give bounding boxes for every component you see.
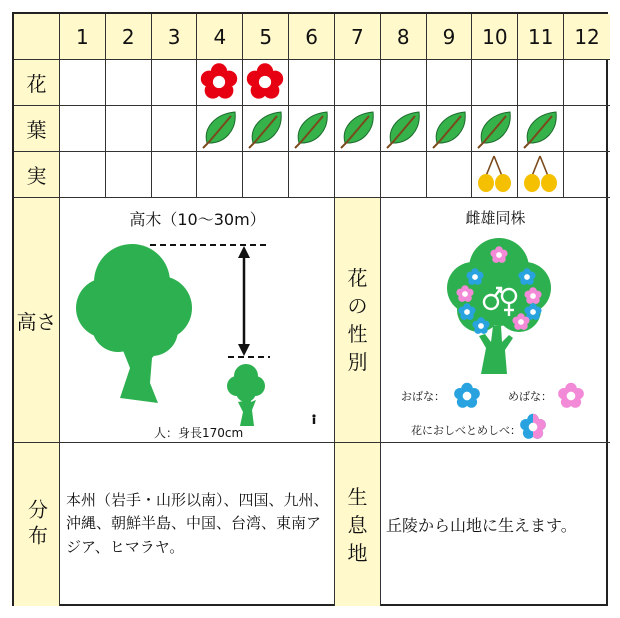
- flower-cell-2: [106, 60, 152, 106]
- row-label-leaf: 葉: [14, 106, 60, 152]
- fruit-icon: [524, 156, 557, 192]
- month-header-6: 6: [289, 14, 335, 60]
- month-header-3: 3: [152, 14, 198, 60]
- month-header-11: 11: [518, 14, 564, 60]
- leaf-cell-3: [152, 106, 198, 152]
- leaf-cell-4: [197, 106, 243, 152]
- month-header-12: 12: [564, 14, 610, 60]
- plant-info-table: [12, 12, 608, 606]
- label-char: 息: [347, 512, 368, 537]
- fruit-cell-2: [106, 152, 152, 198]
- height-title: 高木（10～30m）: [129, 210, 266, 229]
- fruit-cell-12: [564, 152, 610, 198]
- leaf-icon: [203, 112, 235, 148]
- male-flower-label: おばな：: [401, 390, 445, 403]
- leaf-cell-12: [564, 106, 610, 152]
- habitat-text: 丘陵から山地に生えます。: [386, 516, 577, 535]
- label-char: 生: [347, 484, 368, 509]
- flower-cell-8: [381, 60, 427, 106]
- leaf-cell-10: [472, 106, 518, 152]
- red-flower-icon: [247, 63, 283, 98]
- flower-cell-9: [427, 60, 473, 106]
- fruit-cell-10: [472, 152, 518, 198]
- female-flower-label: めばな：: [508, 390, 552, 403]
- flower-cell-10: [472, 60, 518, 106]
- month-header-4: 4: [197, 14, 243, 60]
- corner-cell: [14, 14, 60, 60]
- label-char: 地: [347, 540, 368, 565]
- fruit-cell-11: [518, 152, 564, 198]
- month-header-1: 1: [60, 14, 106, 60]
- person-height-note: 人：身長170cm: [154, 426, 244, 440]
- month-header-9: 9: [427, 14, 473, 60]
- month-header-7: 7: [335, 14, 381, 60]
- row-label-distribution: 分布: [14, 443, 60, 606]
- leaf-cell-9: [427, 106, 473, 152]
- flower-cell-12: [564, 60, 610, 106]
- red-flower-icon: [201, 63, 237, 98]
- flower-cell-7: [335, 60, 381, 106]
- fruit-cell-4: [197, 152, 243, 198]
- leaf-icon: [478, 112, 510, 148]
- flower-cell-5: [243, 60, 289, 106]
- fruit-cell-5: [243, 152, 289, 198]
- flower-cell-11: [518, 60, 564, 106]
- fruit-icon: [478, 156, 511, 192]
- height-arrow-icon: [238, 246, 250, 356]
- fruit-cell-1: [60, 152, 106, 198]
- flower-cell-3: [152, 60, 198, 106]
- tall-tree-icon: [76, 244, 192, 403]
- label-char: 花: [347, 266, 368, 290]
- leaf-cell-7: [335, 106, 381, 152]
- male-flower-legend-icon: [454, 383, 480, 408]
- leaf-cell-2: [106, 106, 152, 152]
- leaf-icon: [387, 112, 419, 148]
- flower-sex-title: 雌雄同株: [465, 209, 526, 227]
- month-header-2: 2: [106, 14, 152, 60]
- leaf-cell-8: [381, 106, 427, 152]
- leaf-icon: [341, 112, 373, 148]
- habitat-label: [335, 443, 381, 606]
- month-header-8: 8: [381, 14, 427, 60]
- bisexual-flower-label: 花におしべとめしべ：: [411, 424, 521, 437]
- flower-cell-1: [60, 60, 106, 106]
- flower-cell-4: [197, 60, 243, 106]
- label-char: 性: [347, 322, 368, 346]
- leaf-cell-11: [518, 106, 564, 152]
- row-label-fruit: 実: [14, 152, 60, 198]
- fruit-cell-9: [427, 152, 473, 198]
- leaf-icon: [295, 112, 327, 148]
- leaf-icon: [433, 112, 465, 148]
- label-char: 別: [347, 350, 368, 374]
- month-header-10: 10: [472, 14, 518, 60]
- flower-sex-label: [335, 198, 381, 443]
- person-icon: [312, 414, 315, 424]
- small-tree-icon: [227, 364, 265, 426]
- row-label-flower: 花: [14, 60, 60, 106]
- leaf-cell-1: [60, 106, 106, 152]
- month-header-5: 5: [243, 14, 289, 60]
- leaf-icon: [249, 112, 281, 148]
- row-label-height: 高さ: [14, 198, 60, 443]
- bisexual-flower-legend-icon: [520, 414, 546, 439]
- leaf-cell-5: [243, 106, 289, 152]
- fruit-cell-8: [381, 152, 427, 198]
- height-illustration: [60, 198, 335, 443]
- flower-cell-6: [289, 60, 335, 106]
- leaf-cell-6: [289, 106, 335, 152]
- fruit-cell-6: [289, 152, 335, 198]
- monoecious-tree-illustration: [381, 198, 610, 443]
- female-flower-legend-icon: [558, 383, 584, 408]
- leaf-icon: [524, 112, 556, 148]
- label-char: の: [347, 294, 368, 318]
- fruit-cell-7: [335, 152, 381, 198]
- fruit-cell-3: [152, 152, 198, 198]
- distribution-text: 本州（岩手・山形以南）、四国、九州、沖縄、朝鮮半島、中国、台湾、東南アジア、ヒマラヤ。: [66, 491, 329, 556]
